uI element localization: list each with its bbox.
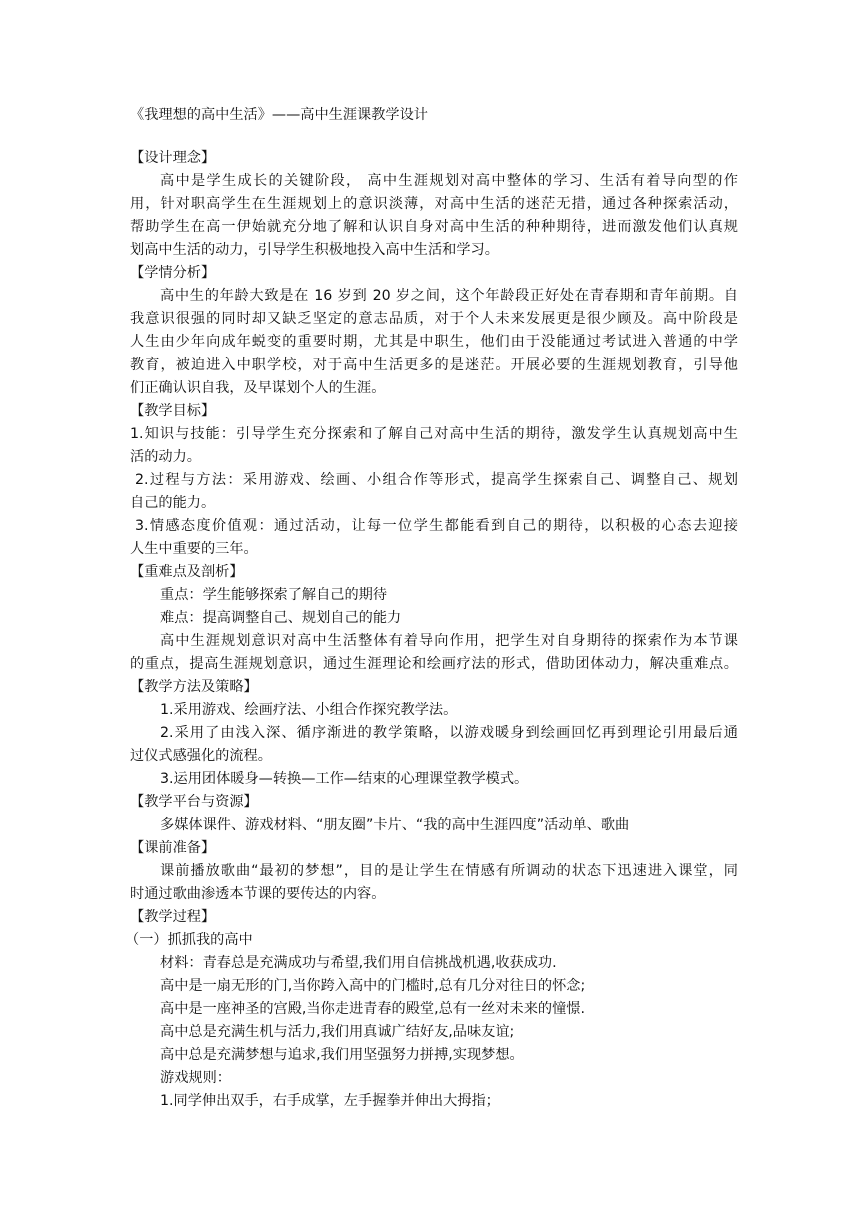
paragraph-line: 课前播放歌曲“最初的梦想”，目的是让学生在情感有所调动的状态下迅速进入课堂，同 bbox=[160, 863, 738, 879]
paragraph-line: 人生中重要的三年。 bbox=[130, 541, 258, 557]
document-title: 《我理想的高中生活》——高中生涯课教学设计 bbox=[130, 107, 428, 123]
paragraph-line: 重点：学生能够探索了解自己的期待 bbox=[160, 587, 388, 603]
section-heading-keypoints: 【重难点及剖析】 bbox=[130, 564, 244, 580]
subsection-heading: （一）抓抓我的高中 bbox=[125, 932, 253, 948]
paragraph-line: 1.同学伸出双手，右手成掌，左手握拳并伸出大拇指； bbox=[160, 1093, 500, 1109]
paragraph-line: 1.知识与技能：引导学生充分探索和了解自己对高中生活的期待，激发学生认真规划高中生 bbox=[130, 426, 738, 442]
paragraph-line: 材料：青春总是充满成功与希望,我们用自信挑战机遇,收获成功. bbox=[160, 955, 557, 971]
paragraph-line: 3.运用团体暖身—转换—工作—结束的心理课堂教学模式。 bbox=[160, 771, 529, 787]
paragraph-line: 3.情感态度价值观：通过活动，让每一位学生都能看到自己的期待，以积极的心态去迎接 bbox=[135, 518, 738, 534]
paragraph-line: 1.采用游戏、绘画疗法、小组合作探究教学法。 bbox=[160, 702, 458, 718]
paragraph-line: 高中生的年龄大致是在 16 岁到 20 岁之间，这个年龄段正好处在青春期和青年前期。自 bbox=[160, 288, 738, 304]
paragraph-line: 用，针对职高学生在生涯规划上的意识淡薄，对高中生活的迷茫无措，通过各种探索活动， bbox=[130, 196, 738, 212]
section-heading-resources: 【教学平台与资源】 bbox=[130, 794, 258, 810]
paragraph-line: 高中是一座神圣的宫殿,当你走进青春的殿堂,总有一丝对未来的憧憬. bbox=[160, 1001, 585, 1017]
paragraph-line: 帮助学生在高一伊始就充分地了解和认识自身对高中生活的种种期待，进而激发他们认真规 bbox=[130, 219, 738, 235]
paragraph-line: 高中是学生成长的关键阶段， 高中生涯规划对高中整体的学习、生活有着导向型的作 bbox=[160, 173, 738, 189]
paragraph-line: 高中总是充满生机与活力,我们用真诚广结好友,品味友谊; bbox=[160, 1024, 515, 1040]
section-heading-goals: 【教学目标】 bbox=[130, 403, 216, 419]
paragraph-line: 2.过程与方法：采用游戏、绘画、小组合作等形式，提高学生探索自己、调整自己、规划 bbox=[135, 472, 738, 488]
section-heading-methods: 【教学方法及策略】 bbox=[130, 679, 258, 695]
paragraph-line: 游戏规则： bbox=[160, 1070, 231, 1086]
paragraph-line: 时通过歌曲渗透本节课的要传达的内容。 bbox=[130, 886, 386, 902]
paragraph-line: 多媒体课件、游戏材料、“朋友圈”卡片、“我的高中生涯四度”活动单、歌曲 bbox=[160, 817, 630, 833]
paragraph-line: 2.采用了由浅入深、循序渐进的教学策略，以游戏暖身到绘画回忆再到理论引用最后通 bbox=[160, 725, 738, 741]
paragraph-line: 高中生涯规划意识对高中生活整体有着导向作用，把学生对自身期待的探索作为本节课 bbox=[160, 633, 738, 649]
paragraph-line: 划高中生活的动力，引导学生积极地投入高中生活和学习。 bbox=[130, 242, 499, 258]
paragraph-line: 们正确认识自我，及早谋划个人的生涯。 bbox=[130, 380, 386, 396]
section-heading-design: 【设计理念】 bbox=[130, 150, 216, 166]
paragraph-line: 自己的能力。 bbox=[130, 495, 216, 511]
paragraph-line: 过仪式感强化的流程。 bbox=[130, 748, 272, 764]
paragraph-line: 我意识很强的同时却又缺乏坚定的意志品质，对于个人未来发展更是很少顾及。高中阶段是 bbox=[130, 311, 738, 327]
section-heading-process: 【教学过程】 bbox=[130, 909, 216, 925]
paragraph-line: 高中总是充满梦想与追求,我们用坚强努力拼搏,实现梦想。 bbox=[160, 1047, 524, 1063]
section-heading-analysis: 【学情分析】 bbox=[130, 265, 216, 281]
paragraph-line: 教育，被迫进入中职学校，对于高中生活更多的是迷茫。开展必要的生涯规划教育，引导他 bbox=[130, 357, 738, 373]
paragraph-line: 难点：提高调整自己、规划自己的能力 bbox=[160, 610, 402, 626]
paragraph-line: 活的动力。 bbox=[130, 449, 201, 465]
section-heading-prep: 【课前准备】 bbox=[130, 840, 216, 856]
paragraph-line: 的重点，提高生涯规划意识，通过生涯理论和绘画疗法的形式，借助团体动力，解决重难点。 bbox=[130, 656, 738, 672]
paragraph-line: 高中是一扇无形的门,当你跨入高中的门槛时,总有几分对往日的怀念; bbox=[160, 978, 586, 994]
paragraph-line: 人生由少年向成年蜕变的重要时期，尤其是中职生，他们由于没能通过考试进入普通的中学 bbox=[130, 334, 738, 350]
